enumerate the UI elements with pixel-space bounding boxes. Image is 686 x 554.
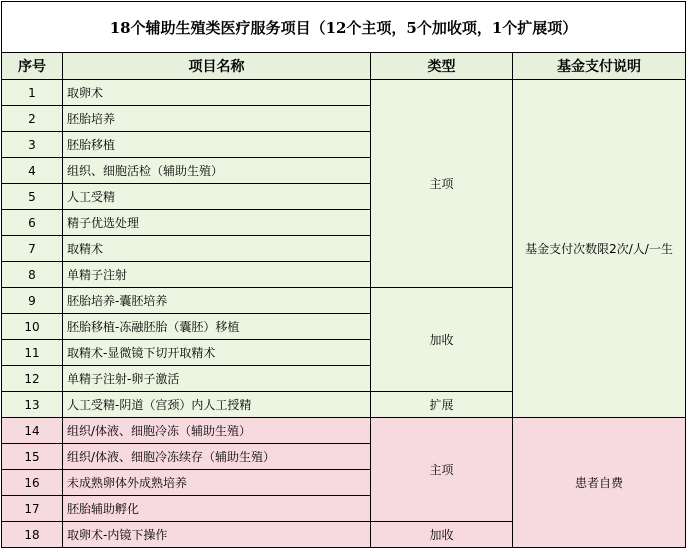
- item-name: 取精术-显微镜下切开取精术: [63, 340, 371, 366]
- row-number: 9: [2, 288, 63, 314]
- item-name: 取精术: [63, 236, 371, 262]
- row-number: 16: [2, 470, 63, 496]
- type-cell: 主项: [371, 80, 513, 288]
- item-name: 单精子注射: [63, 262, 371, 288]
- row-number: 7: [2, 236, 63, 262]
- item-name: 未成熟卵体外成熟培养: [63, 470, 371, 496]
- row-number: 2: [2, 106, 63, 132]
- item-name: 精子优选处理: [63, 210, 371, 236]
- header-no: 序号: [2, 53, 63, 80]
- item-name: 组织/体液、细胞冷冻（辅助生殖）: [63, 418, 371, 444]
- item-name: 人工受精-阴道（宫颈）内人工授精: [63, 392, 371, 418]
- header-payment: 基金支付说明: [513, 53, 686, 80]
- item-name: 胚胎培养: [63, 106, 371, 132]
- row-number: 5: [2, 184, 63, 210]
- row-number: 18: [2, 522, 63, 548]
- item-name: 人工受精: [63, 184, 371, 210]
- item-name: 胚胎移植: [63, 132, 371, 158]
- item-name: 胚胎辅助孵化: [63, 496, 371, 522]
- table-row: [2, 80, 686, 106]
- item-name: 组织/体液、细胞冷冻续存（辅助生殖）: [63, 444, 371, 470]
- row-number: 8: [2, 262, 63, 288]
- type-cell: 扩展: [371, 392, 513, 418]
- row-number: 14: [2, 418, 63, 444]
- header-type: 类型: [371, 53, 513, 80]
- row-number: 4: [2, 158, 63, 184]
- item-name: 胚胎移植-冻融胚胎（囊胚）移植: [63, 314, 371, 340]
- row-number: 10: [2, 314, 63, 340]
- fertility-services-table: [1, 1, 686, 548]
- payment-cell: 患者自费: [513, 418, 686, 548]
- table-title: 18个辅助生殖类医疗服务项目（12个主项，5个加收项，1个扩展项）: [2, 2, 686, 53]
- row-number: 11: [2, 340, 63, 366]
- item-name: 组织、细胞活检（辅助生殖）: [63, 158, 371, 184]
- table-row: [2, 418, 686, 444]
- row-number: 6: [2, 210, 63, 236]
- item-name: 取卵术-内镜下操作: [63, 522, 371, 548]
- row-number: 12: [2, 366, 63, 392]
- row-number: 3: [2, 132, 63, 158]
- type-cell: 主项: [371, 418, 513, 522]
- payment-cell: 基金支付次数限2次/人/一生: [513, 80, 686, 418]
- row-number: 13: [2, 392, 63, 418]
- header-name: 项目名称: [63, 53, 371, 80]
- item-name: 胚胎培养-囊胚培养: [63, 288, 371, 314]
- item-name: 取卵术: [63, 80, 371, 106]
- row-number: 17: [2, 496, 63, 522]
- row-number: 15: [2, 444, 63, 470]
- row-number: 1: [2, 80, 63, 106]
- item-name: 单精子注射-卵子激活: [63, 366, 371, 392]
- type-cell: 加收: [371, 522, 513, 548]
- type-cell: 加收: [371, 288, 513, 392]
